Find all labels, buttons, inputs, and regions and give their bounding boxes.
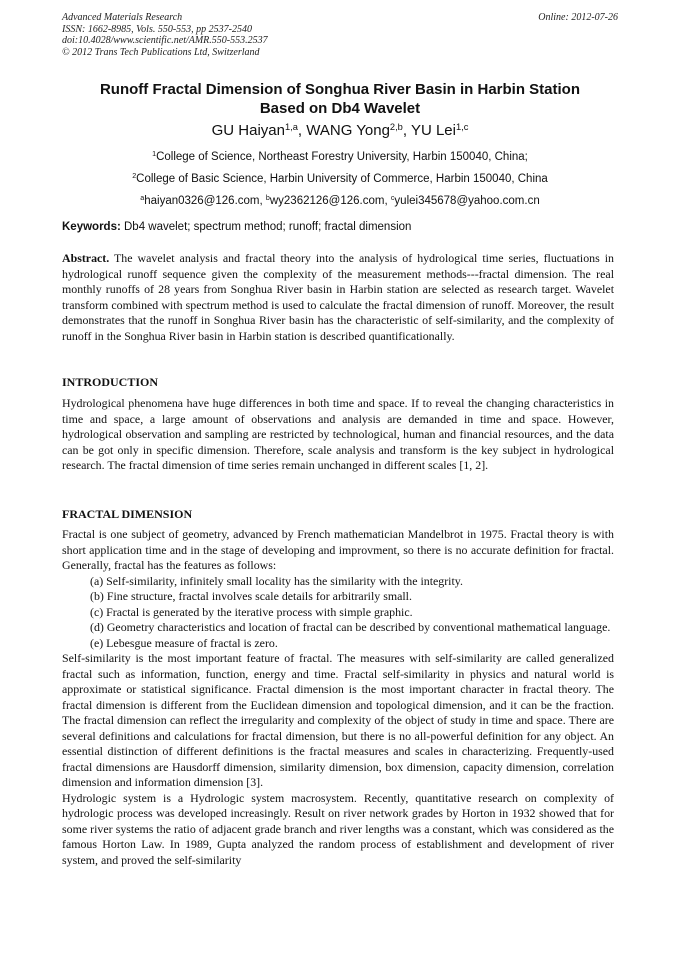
abstract-text: The wavelet analysis and fractal theory into the analysis of hydrological time series, fluctuations in hydrological runoff sequence given the complexity of the measurement methods---fractal dimension. The real monthly runoffs of 28 years from Songhua River basin in Harbin station are selected as research target. Wavelet transform combined with spectrum method is used to calculate the fractal dimension of runoff. Moreover, the result demonstrates that the runoff in Songhua River basin has the characteristic of self-similarity, and the complexity of runoff in the Songhua River basin in Harbin station is described quantificationally. <box>62 251 614 343</box>
affiliation-1 <box>62 150 618 164</box>
author-3: YU Lei <box>410 122 456 139</box>
email-a-marker: a <box>140 194 145 203</box>
email-b[interactable]: wy2362126@126.com, <box>269 195 391 207</box>
introduction-heading: INTRODUCTION <box>62 375 159 389</box>
title-line-2: Based on Db4 Wavelet <box>259 100 421 117</box>
affiliation-1-text: College of Science, Northeast Forestry University, Harbin 150040, China; <box>156 151 528 163</box>
affiliation-2-marker: 2 <box>132 172 137 181</box>
author-1-marker: 1,a <box>284 121 298 132</box>
author-separator: , <box>297 122 307 139</box>
author-2: WANG Yong <box>306 122 390 139</box>
keywords <box>62 220 618 234</box>
list-item: (e) Lebesgue measure of fractal is zero. <box>90 635 278 650</box>
affiliation-2-text: College of Basic Science, Harbin University of Commerce, Harbin 150040, China <box>136 173 548 185</box>
paper-title <box>62 80 618 118</box>
issn-line: ISSN: 1662-8985, Vols. 550-553, pp 2537-2540 <box>62 23 252 35</box>
author-3-marker: 1,c <box>455 121 469 132</box>
online-date: Online: 2012-07-26 <box>538 12 618 23</box>
hydrologic-system-paragraph: Hydrologic system is a Hydrologic system macrosystem. Recently, quantitative research on complexity of hydrologic process was developed increasingly. Result on river network grades by Horton in 1932 showed that for some river systems the ratio of adjacent grade branch and river lengths was a constant, which was considered as the famous Horton Law. In 1989, Gupta analyzed the random process of establishment and development of river system, and proved the self-similarity <box>62 790 614 867</box>
copyright-line: © 2012 Trans Tech Publications Ltd, Switzerland <box>62 46 260 58</box>
fractal-features-list <box>62 574 614 652</box>
list-item: (c) Fractal is generated by the iterative process with simple graphic. <box>90 604 413 619</box>
title-line-1: Runoff Fractal Dimension of Songhua River Basin in Harbin Station <box>99 81 581 98</box>
doi-line: doi:10.4028/www.scientific.net/AMR.550-553.2537 <box>62 35 268 46</box>
author-separator: , <box>402 122 411 139</box>
keywords-text: Db4 wavelet; spectrum method; runoff; fractal dimension <box>120 221 412 233</box>
author-2-marker: 2,b <box>389 121 403 132</box>
list-item: (a) Self-similarity, infinitely small locality has the similarity with the integrity. <box>90 573 463 588</box>
affiliation-1-marker: 1 <box>152 150 157 159</box>
affiliation-2 <box>62 172 618 186</box>
self-similarity-paragraph: Self-similarity is the most important feature of fractal. The measures with self-similarity are called generalized fractal such as information, function, energy and time. Fractal self-similarity in physics and natural world is approximate or statistical significance. Fractal dimension is the most important character in fractal theory. The fractal dimension is different from the Euclidean dimension and topological dimension, and it can be the fraction. The fractal dimension can reflect the irregularity and complexity of the object of study in time and space. There are several definitions and calculations for fractal dimension, but there is no all-powerful definition for any object. An essential distinction of different definitions is the fractal measures and scales in characterizing. Frequently-used fractal dimensions are Hausdorff dimension, similarity dimension, box dimension, capacity dimension, correlation dimension and information dimension [3]. <box>62 651 614 789</box>
author-1: GU Haiyan <box>211 122 285 139</box>
introduction-text: Hydrological phenomena have huge differences in both time and space. If to reveal the changing characteristics in time and space, a large amount of observations and analysis are demanded in time and space. However, hydrological observation and sampling are restricted by technological, human and financial resources, and the data can be got only in specific dimension. Therefore, scale analysis and transform is the key subject in hydrological research. The fractal dimension of time series remain unchanged in different scales [1, 2]. <box>62 396 614 472</box>
abstract <box>62 251 614 344</box>
fractal-dimension-heading: FRACTAL DIMENSION <box>62 507 193 521</box>
list-item: (d) Geometry characteristics and location of fractal can be described by conventional mathematical language. <box>90 620 611 634</box>
email-a[interactable]: haiyan0326@126.com, <box>144 195 266 207</box>
journal-name: Advanced Materials Research <box>62 12 183 23</box>
fractal-intro-paragraph: Fractal is one subject of geometry, advanced by French mathematician Mandelbrot in 1975. Fractal theory is with short application time and in the stage of developing and improvment, so there is no accurate definition for fractal. Generally, fractal has the features as follows: <box>62 527 614 572</box>
list-item: (b) Fine structure, fractal involves scale details for arbitrarily small. <box>90 589 412 603</box>
fractal-dimension-section <box>62 527 614 868</box>
author-emails <box>62 194 618 208</box>
email-b-marker: b <box>265 194 270 203</box>
email-c[interactable]: yulei345678@yahoo.com.cn <box>394 195 540 207</box>
author-list <box>62 121 618 141</box>
journal-header <box>62 12 618 58</box>
abstract-label: Abstract. <box>62 251 110 265</box>
email-c-marker: c <box>390 194 395 203</box>
keywords-label: Keywords: <box>62 221 121 233</box>
